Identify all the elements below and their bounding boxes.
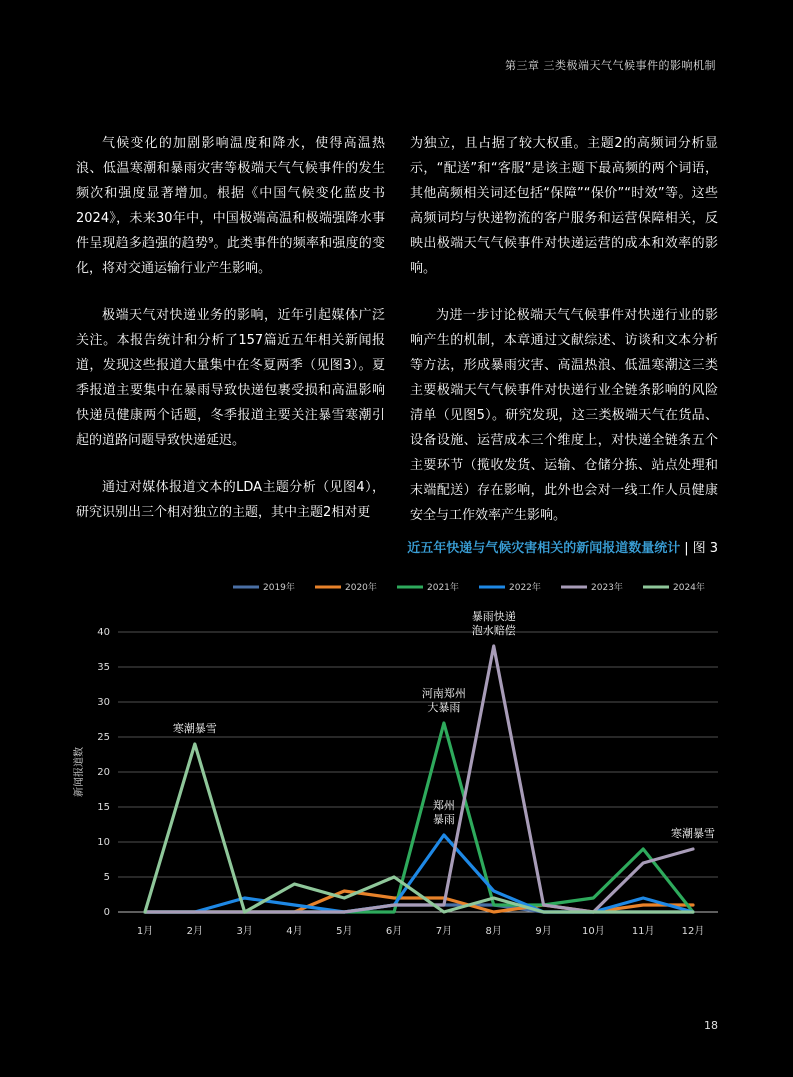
annotation-label: 大暴雨	[427, 701, 461, 714]
series-line	[145, 835, 693, 912]
x-tick-label: 5月	[336, 926, 353, 937]
y-tick-label: 25	[97, 732, 110, 743]
paragraph: 气候变化的加剧影响温度和降水，使得高温热浪、低温寒潮和暴雨灾害等极端天气气候事件的发生频次和强度显著增加。根据《中国气候变化蓝皮书2024》，未来30年中，中国极端高温和极端强降水事件呈现趋多趋强的趋势⁹。此类事件的频率和强度的变化，将对交通运输行业产生影响。	[76, 136, 385, 276]
y-tick-label: 5	[103, 872, 110, 883]
annotation-label: 寒潮暴雪	[671, 827, 715, 840]
legend-label: 2024年	[673, 583, 705, 593]
x-tick-label: 12月	[681, 926, 705, 937]
y-tick-label: 35	[97, 662, 110, 673]
x-tick-label: 9月	[535, 926, 552, 937]
annotation-label: 郑州	[432, 799, 455, 812]
x-tick-label: 1月	[136, 926, 154, 937]
x-tick-label: 7月	[435, 926, 453, 937]
figure-title-separator: |	[684, 541, 689, 556]
legend-label: 2023年	[591, 583, 623, 593]
x-tick-label: 10月	[581, 926, 605, 937]
right-column	[410, 131, 718, 550]
annotation-label: 暴雨快递	[471, 610, 516, 623]
y-tick-label: 10	[97, 837, 110, 848]
figure-title-text: 近五年快递与气候灾害相关的新闻报道数量统计	[407, 541, 681, 556]
figure-title	[300, 537, 718, 556]
x-tick-label: 11月	[631, 926, 655, 937]
y-axis-label: 新闻报道数	[74, 747, 85, 797]
series-line	[145, 723, 693, 912]
chapter-header: 第三章 三类极端天气气候事件的影响机制	[505, 59, 716, 72]
legend-label: 2019年	[263, 583, 295, 593]
news-count-line-chart	[0, 570, 793, 950]
x-tick-label: 2月	[186, 926, 204, 937]
y-tick-label: 30	[97, 697, 110, 708]
x-tick-label: 4月	[286, 926, 303, 937]
paragraph: 极端天气对快递业务的影响，近年引起媒体广泛关注。本报告统计和分析了157篇近五年相关新闻报道，发现这些报道大量集中在冬夏两季（见图3）。夏季报道主要集中在暴雨导致快递包裹受损和高温影响快递员健康两个话题，冬季报道主要关注暴雪寒潮引起的道路问题导致快递延迟。	[76, 308, 385, 448]
x-tick-label: 6月	[385, 926, 403, 937]
y-tick-label: 15	[97, 802, 110, 813]
x-tick-label: 3月	[236, 926, 253, 937]
y-tick-label: 20	[97, 767, 110, 778]
series-line	[145, 744, 693, 912]
paragraph: 为独立，且占据了较大权重。主题2的高频词分析显示，“配送”和“客服”是该主题下最高频的两个词语，其他高频相关词还包括“保障”“保价”“时效”等。这些高频词均与快递物流的客户服务和运营保障相关，反映出极端天气气候事件对快递运营的成本和效率的影响。	[410, 136, 718, 276]
figure-number: 图 3	[692, 541, 718, 556]
paragraph: 为进一步讨论极端天气气候事件对快递行业的影响产生的机制，本章通过文献综述、访谈和文本分析等方法，形成暴雨灾害、高温热浪、低温寒潮这三类主要极端天气气候事件对快递行业全链条影响的风险清单（见图5）。研究发现，这三类极端天气在货品、设备设施、运营成本三个维度上，对快递全链条五个主要环节（揽收发货、运输、仓储分拣、站点处理和末端配送）存在影响，此外也会对一线工作人员健康安全与工作效率产生影响。	[410, 308, 718, 523]
annotation-label: 泡水赔偿	[471, 624, 516, 637]
annotation-label: 暴雨	[432, 813, 455, 826]
page-number: 18	[704, 1019, 718, 1032]
left-column	[76, 131, 385, 547]
paragraph: 通过对媒体报道文本的LDA主题分析（见图4），研究识别出三个相对独立的主题，其中主题2相对更	[76, 480, 385, 520]
y-tick-label: 0	[103, 907, 110, 918]
y-tick-label: 40	[97, 627, 110, 638]
legend-label: 2022年	[509, 583, 541, 593]
annotation-label: 寒潮暴雪	[172, 722, 217, 735]
legend-label: 2020年	[345, 583, 377, 593]
legend-label: 2021年	[427, 583, 459, 593]
annotation-label: 河南郑州	[421, 687, 466, 700]
x-tick-label: 8月	[485, 926, 502, 937]
